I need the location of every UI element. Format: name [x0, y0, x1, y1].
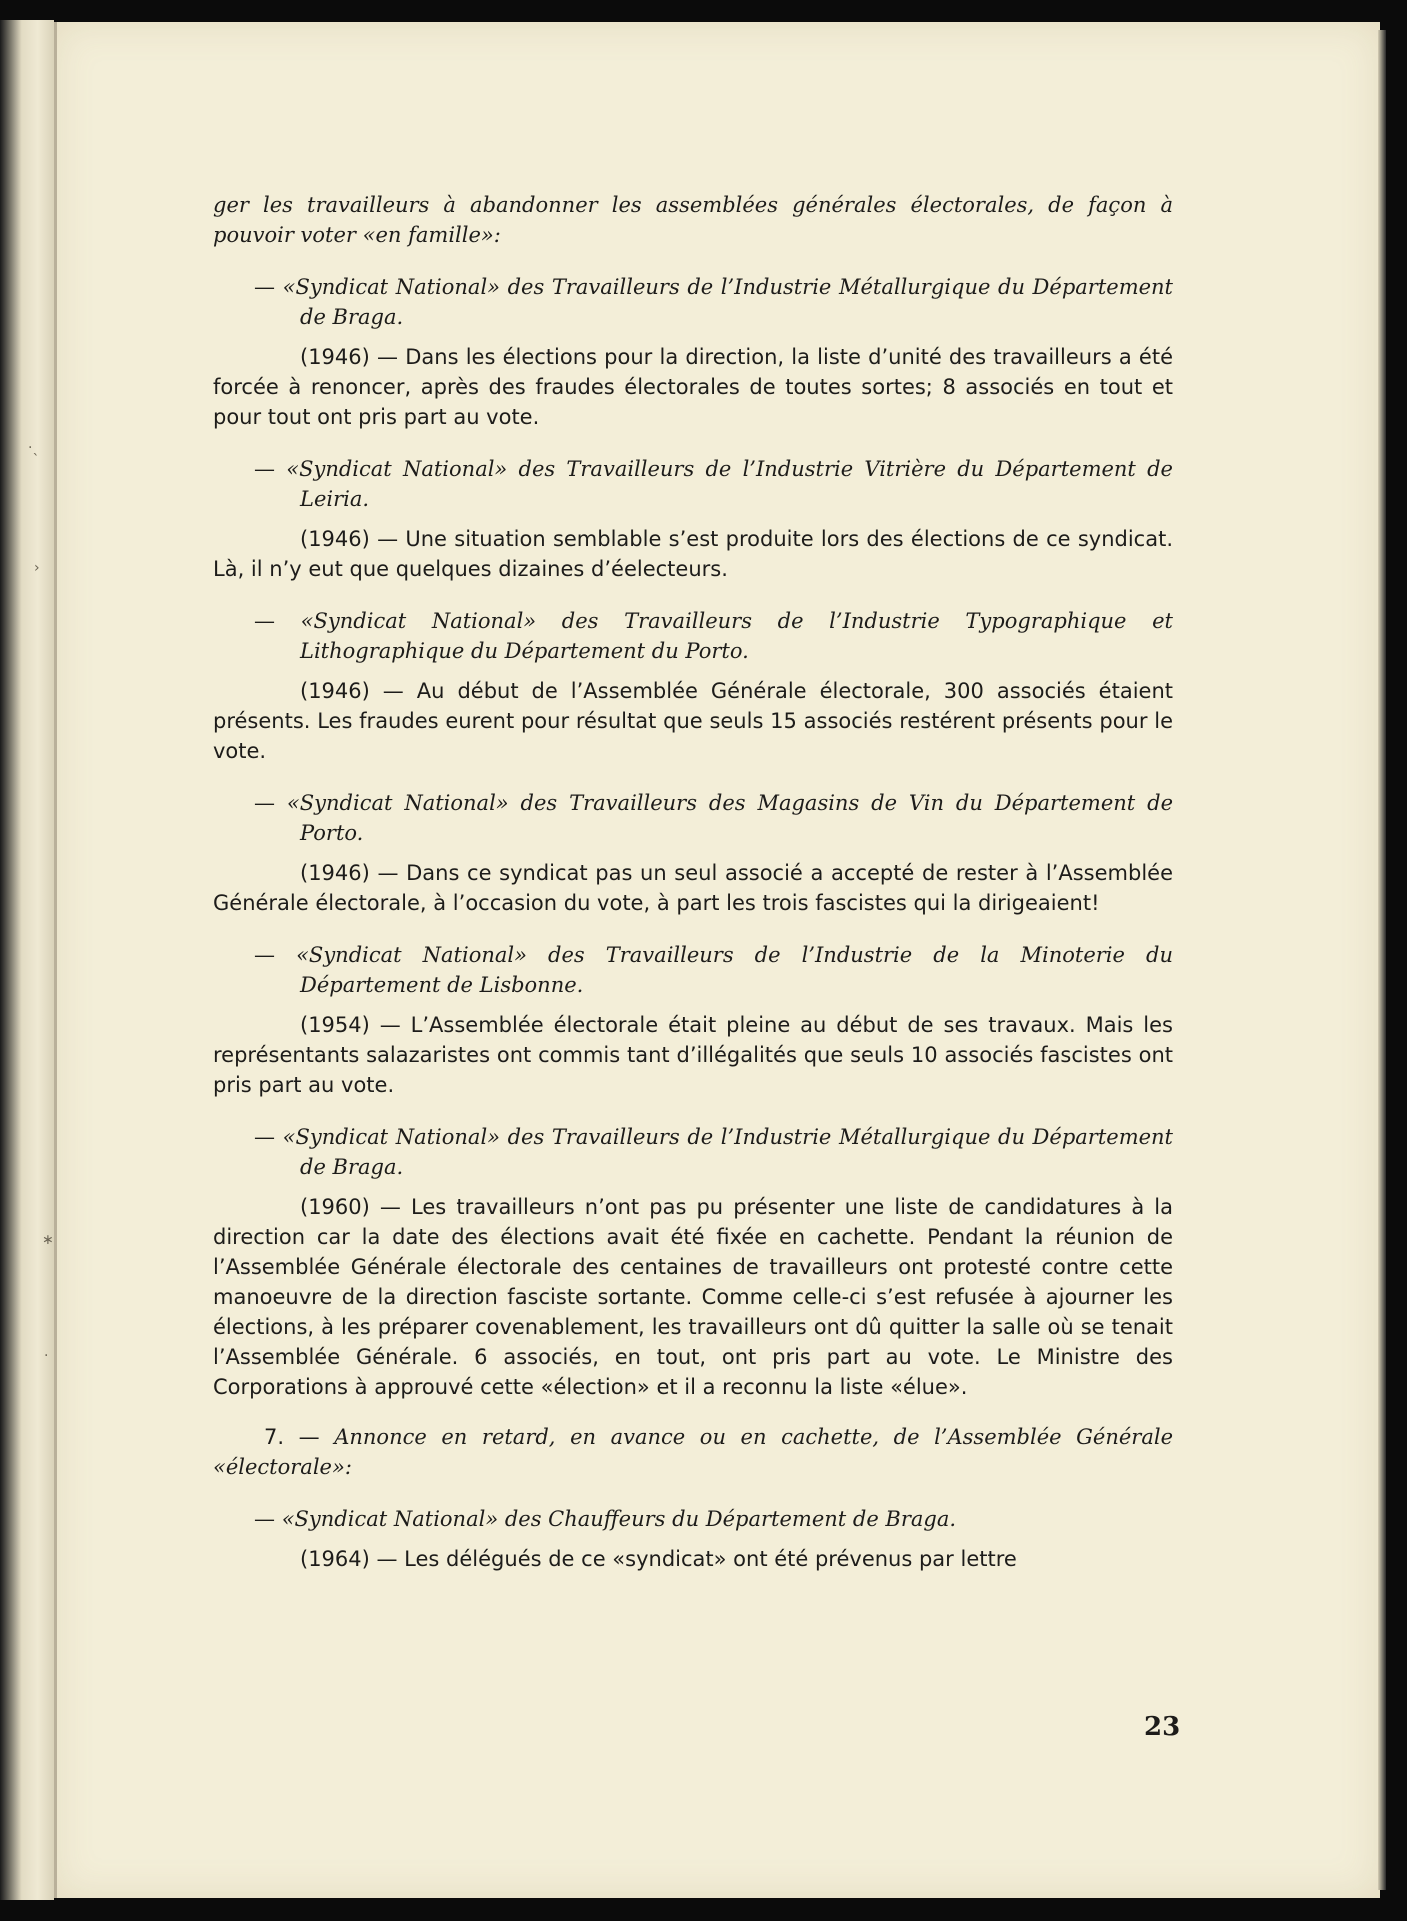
- entry-body: (1946) — Une situation semblable s’est produite lors des élections de ce syndicat. Là, il n’y eut que quelques dizaines d’éelecteurs.: [213, 527, 1173, 581]
- point-title: Annonce en retard, en avance ou en cachette, de l’Assemblée Générale «électorale»:: [213, 1425, 1173, 1479]
- entry-body: (1960) — Les travailleurs n’ont pas pu présenter une liste de candidatures à la direction car la date des élections avait été fixée en cachette. Pendant la réunion de l’Assemblée Générale électorale des centaines de travailleurs ont protesté contre cette manoeuvre de la direction fasciste sortante. Comme celle-ci s’est refusée à ajourner les élections, à les préparer covenablement, les travailleurs ont dû quitter la salle où se tenait l’Assemblée Générale. 6 associés, en tout, ont pris part au vote. Le Ministre des Corporations à approuvé cette «élection» et il a reconnu la liste «élue».: [213, 1195, 1173, 1399]
- section-point-7: [213, 1422, 1173, 1482]
- entry-heading: — «Syndicat National» des Travailleurs de l’Industrie Métallurgique du Département de Braga.: [254, 275, 1173, 329]
- margin-mark: ·ˎ: [28, 440, 40, 456]
- margin-mark: ·: [44, 1348, 49, 1364]
- entry-body: (1946) — Au début de l’Assemblée Générale électorale, 300 associés étaient présents. Les fraudes eurent pour résultat que seuls 15 associés restérent présents pour le vote.: [213, 679, 1173, 763]
- intro-paragraph: ger les travailleurs à abandonner les assemblées générales électorales, de façon à pouvoir voter «en famille»:: [213, 193, 1173, 247]
- entry-heading: — «Syndicat National» des Chauffeurs du Département de Braga.: [254, 1507, 957, 1531]
- entry-body: (1954) — L’Assemblée électorale était pleine au début de ses travaux. Mais les représentants salazaristes ont commis tant d’illégalités que seuls 10 associés fascistes ont pris part au vote.: [213, 1013, 1173, 1097]
- page-outer-edge: [1378, 30, 1386, 1890]
- entry-heading: — «Syndicat National» des Travailleurs de l’Industrie de la Minoterie du Département de Lisbonne.: [254, 943, 1173, 997]
- entry-heading: — «Syndicat National» des Travailleurs de l’Industrie Typographique et Lithographique du Département du Porto.: [254, 609, 1173, 663]
- entry-body: (1946) — Dans les élections pour la direction, la liste d’unité des travailleurs a été forcée à renoncer, après des fraudes électorales de toutes sortes; 8 associés en tout et pour tout ont pris part au vote.: [213, 345, 1173, 429]
- entry-body: (1946) — Dans ce syndicat pas un seul associé a accepté de rester à l’Assemblée Générale électorale, à l’occasion du vote, à part les trois fascistes qui la dirigeaient!: [213, 861, 1173, 915]
- entry-heading: — «Syndicat National» des Travailleurs de l’Industrie Métallurgique du Département de Braga.: [254, 1125, 1173, 1179]
- page-inner-edge: [54, 22, 57, 1898]
- entry-heading: — «Syndicat National» des Travailleurs des Magasins de Vin du Département de Porto.: [254, 791, 1173, 845]
- entry-body: (1964) — Les délégués de ce «syndicat» ont été prévenus par lettre: [300, 1547, 1017, 1571]
- margin-mark: ∗: [42, 1232, 54, 1248]
- margin-mark: ›: [34, 560, 40, 576]
- book-binding: [0, 20, 54, 1900]
- entry-heading: — «Syndicat National» des Travailleurs de l’Industrie Vitrière du Département de Leiria.: [254, 457, 1173, 511]
- point-number: 7. —: [264, 1425, 320, 1449]
- text-body: [213, 190, 1173, 1574]
- page-number: 23: [1144, 1712, 1181, 1742]
